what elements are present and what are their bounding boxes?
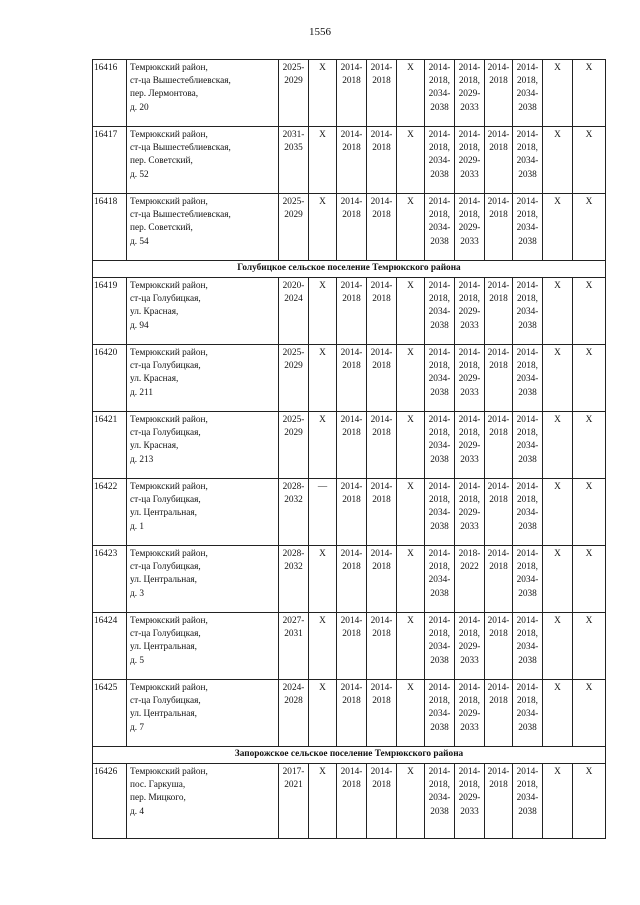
term-cell: 2014- 2018 (485, 194, 513, 261)
term-cell: X (573, 546, 606, 613)
row-number: 16426 (93, 764, 127, 839)
address-cell: Темрюкский район, ст-ца Голубицкая, ул. Центральная, д. 7 (127, 680, 279, 747)
term-cell: 2014- 2018, 2034- 2038 (425, 127, 455, 194)
period-cell: 2031- 2035 (279, 127, 309, 194)
term-cell: X (573, 613, 606, 680)
term-cell: X (573, 764, 606, 839)
term-cell: 2014- 2018, 2034- 2038 (425, 412, 455, 479)
address-cell: Темрюкский район, пос. Гаркуша, пер. Мицкого, д. 4 (127, 764, 279, 839)
term-cell: 2014- 2018 (485, 546, 513, 613)
term-cell: 2014- 2018, 2034- 2038 (425, 613, 455, 680)
section-header-row (93, 261, 606, 278)
term-cell: 2014- 2018, 2029- 2033 (455, 345, 485, 412)
period-cell: 2027- 2031 (279, 613, 309, 680)
period-cell: 2020- 2024 (279, 278, 309, 345)
term-cell: 2014- 2018 (367, 764, 397, 839)
term-cell: X (309, 764, 337, 839)
table-row (93, 613, 606, 680)
term-cell: X (309, 613, 337, 680)
term-cell: 2014- 2018 (485, 278, 513, 345)
term-cell: 2014- 2018 (337, 345, 367, 412)
term-cell: 2014- 2018, 2029- 2033 (455, 278, 485, 345)
term-cell: 2014- 2018, 2034- 2038 (425, 546, 455, 613)
period-cell: 2017- 2021 (279, 764, 309, 839)
term-cell: X (543, 764, 573, 839)
term-cell: 2014- 2018 (485, 412, 513, 479)
term-cell: 2014- 2018, 2029- 2033 (455, 479, 485, 546)
term-cell: X (573, 194, 606, 261)
term-cell: 2014- 2018 (337, 764, 367, 839)
table-row (93, 127, 606, 194)
registry-body (93, 60, 606, 839)
term-cell: X (309, 278, 337, 345)
row-number: 16422 (93, 479, 127, 546)
address-cell: Темрюкский район, ст-ца Голубицкая, ул. Центральная, д. 3 (127, 546, 279, 613)
term-cell: X (397, 345, 425, 412)
term-cell: 2014- 2018, 2034- 2038 (513, 60, 543, 127)
address-cell: Темрюкский район, ст-ца Вышестеблиевская, пер. Лермонтова, д. 20 (127, 60, 279, 127)
address-cell: Темрюкский район, ст-ца Вышестеблиевская, пер. Советский, д. 54 (127, 194, 279, 261)
term-cell: X (309, 345, 337, 412)
row-number: 16418 (93, 194, 127, 261)
table-row (93, 345, 606, 412)
term-cell: 2014- 2018, 2034- 2038 (513, 764, 543, 839)
table-row (93, 680, 606, 747)
table-row (93, 546, 606, 613)
term-cell: 2014- 2018 (337, 60, 367, 127)
term-cell: X (543, 345, 573, 412)
term-cell: 2014- 2018 (485, 764, 513, 839)
term-cell: 2014- 2018 (485, 60, 513, 127)
period-cell: 2025- 2029 (279, 194, 309, 261)
term-cell: X (573, 60, 606, 127)
term-cell: 2014- 2018 (337, 194, 367, 261)
table-row (93, 278, 606, 345)
term-cell: 2014- 2018, 2034- 2038 (425, 764, 455, 839)
term-cell: 2014- 2018 (367, 680, 397, 747)
address-cell: Темрюкский район, ст-ца Вышестеблиевская, пер. Советский, д. 52 (127, 127, 279, 194)
term-cell: 2014- 2018 (337, 680, 367, 747)
term-cell: 2014- 2018 (367, 345, 397, 412)
term-cell: X (397, 278, 425, 345)
term-cell: X (573, 278, 606, 345)
term-cell: 2014- 2018 (337, 479, 367, 546)
term-cell: X (543, 680, 573, 747)
table-row (93, 764, 606, 839)
term-cell: 2014- 2018, 2034- 2038 (513, 194, 543, 261)
term-cell: X (573, 127, 606, 194)
term-cell: 2014- 2018, 2029- 2033 (455, 60, 485, 127)
address-cell: Темрюкский район, ст-ца Голубицкая, ул. Центральная, д. 1 (127, 479, 279, 546)
term-cell: 2014- 2018, 2034- 2038 (513, 345, 543, 412)
term-cell: 2014- 2018, 2034- 2038 (425, 479, 455, 546)
term-cell: 2014- 2018 (337, 278, 367, 345)
term-cell: X (543, 127, 573, 194)
registry-table (92, 59, 606, 839)
row-number: 16425 (93, 680, 127, 747)
term-cell: 2014- 2018, 2034- 2038 (425, 194, 455, 261)
term-cell: 2014- 2018, 2034- 2038 (425, 345, 455, 412)
term-cell: X (543, 60, 573, 127)
term-cell: X (397, 680, 425, 747)
term-cell: X (397, 127, 425, 194)
term-cell: 2014- 2018 (485, 345, 513, 412)
address-cell: Темрюкский район, ст-ца Голубицкая, ул. Центральная, д. 5 (127, 613, 279, 680)
term-cell: X (543, 412, 573, 479)
section-title: Голубицкое сельское поселение Темрюкского района (93, 261, 606, 278)
row-number: 16423 (93, 546, 127, 613)
term-cell: 2014- 2018, 2029- 2033 (455, 412, 485, 479)
period-cell: 2025- 2029 (279, 412, 309, 479)
term-cell: X (543, 613, 573, 680)
term-cell: 2014- 2018 (337, 613, 367, 680)
table-row (93, 60, 606, 127)
term-cell: X (397, 479, 425, 546)
table-row (93, 412, 606, 479)
period-cell: 2028- 2032 (279, 479, 309, 546)
row-number: 16420 (93, 345, 127, 412)
term-cell: X (309, 412, 337, 479)
term-cell: X (397, 546, 425, 613)
term-cell: X (397, 60, 425, 127)
term-cell: 2014- 2018 (485, 127, 513, 194)
term-cell: 2014- 2018 (367, 479, 397, 546)
row-number: 16424 (93, 613, 127, 680)
term-cell: 2014- 2018 (367, 194, 397, 261)
term-cell: 2014- 2018 (367, 278, 397, 345)
row-number: 16421 (93, 412, 127, 479)
term-cell: 2014- 2018, 2029- 2033 (455, 680, 485, 747)
term-cell: X (573, 680, 606, 747)
page-number: 1556 (309, 26, 331, 38)
row-number: 16417 (93, 127, 127, 194)
term-cell: 2014- 2018 (337, 127, 367, 194)
period-cell: 2025- 2029 (279, 345, 309, 412)
term-cell: 2014- 2018, 2029- 2033 (455, 194, 485, 261)
term-cell: X (397, 412, 425, 479)
term-cell: X (309, 546, 337, 613)
term-cell: X (543, 194, 573, 261)
address-cell: Темрюкский район, ст-ца Голубицкая, ул. Красная, д. 213 (127, 412, 279, 479)
term-cell: X (397, 613, 425, 680)
term-cell: X (573, 412, 606, 479)
term-cell: 2014- 2018 (485, 680, 513, 747)
term-cell: X (309, 680, 337, 747)
term-cell: X (309, 60, 337, 127)
term-cell: 2014- 2018, 2034- 2038 (513, 546, 543, 613)
term-cell: 2014- 2018 (367, 613, 397, 680)
row-number: 16419 (93, 278, 127, 345)
term-cell: X (573, 345, 606, 412)
period-cell: 2028- 2032 (279, 546, 309, 613)
term-cell: 2014- 2018, 2034- 2038 (425, 60, 455, 127)
term-cell: 2014- 2018, 2034- 2038 (425, 278, 455, 345)
section-header-row (93, 747, 606, 764)
term-cell: 2014- 2018, 2034- 2038 (513, 127, 543, 194)
term-cell: X (543, 278, 573, 345)
term-cell: 2014- 2018 (367, 412, 397, 479)
term-cell: 2014- 2018, 2034- 2038 (425, 680, 455, 747)
period-cell: 2025- 2029 (279, 60, 309, 127)
term-cell: 2014- 2018 (337, 412, 367, 479)
term-cell: X (573, 479, 606, 546)
term-cell: X (397, 764, 425, 839)
term-cell: 2014- 2018, 2034- 2038 (513, 278, 543, 345)
term-cell: 2014- 2018 (367, 546, 397, 613)
address-cell: Темрюкский район, ст-ца Голубицкая, ул. Красная, д. 211 (127, 345, 279, 412)
term-cell: 2014- 2018, 2034- 2038 (513, 680, 543, 747)
row-number: 16416 (93, 60, 127, 127)
section-title: Запорожское сельское поселение Темрюкского района (93, 747, 606, 764)
term-cell: X (543, 546, 573, 613)
term-cell: X (309, 194, 337, 261)
term-cell: 2014- 2018 (337, 546, 367, 613)
term-cell: 2018- 2022 (455, 546, 485, 613)
term-cell: 2014- 2018 (367, 127, 397, 194)
term-cell: — (309, 479, 337, 546)
term-cell: X (397, 194, 425, 261)
period-cell: 2024- 2028 (279, 680, 309, 747)
term-cell: 2014- 2018 (485, 613, 513, 680)
term-cell: 2014- 2018 (367, 60, 397, 127)
term-cell: 2014- 2018, 2029- 2033 (455, 613, 485, 680)
term-cell: 2014- 2018, 2029- 2033 (455, 764, 485, 839)
table-row (93, 479, 606, 546)
address-cell: Темрюкский район, ст-ца Голубицкая, ул. Красная, д. 94 (127, 278, 279, 345)
term-cell: 2014- 2018, 2034- 2038 (513, 479, 543, 546)
term-cell: 2014- 2018, 2029- 2033 (455, 127, 485, 194)
term-cell: 2014- 2018, 2034- 2038 (513, 412, 543, 479)
term-cell: X (543, 479, 573, 546)
table-row (93, 194, 606, 261)
term-cell: 2014- 2018, 2034- 2038 (513, 613, 543, 680)
term-cell: X (309, 127, 337, 194)
term-cell: 2014- 2018 (485, 479, 513, 546)
